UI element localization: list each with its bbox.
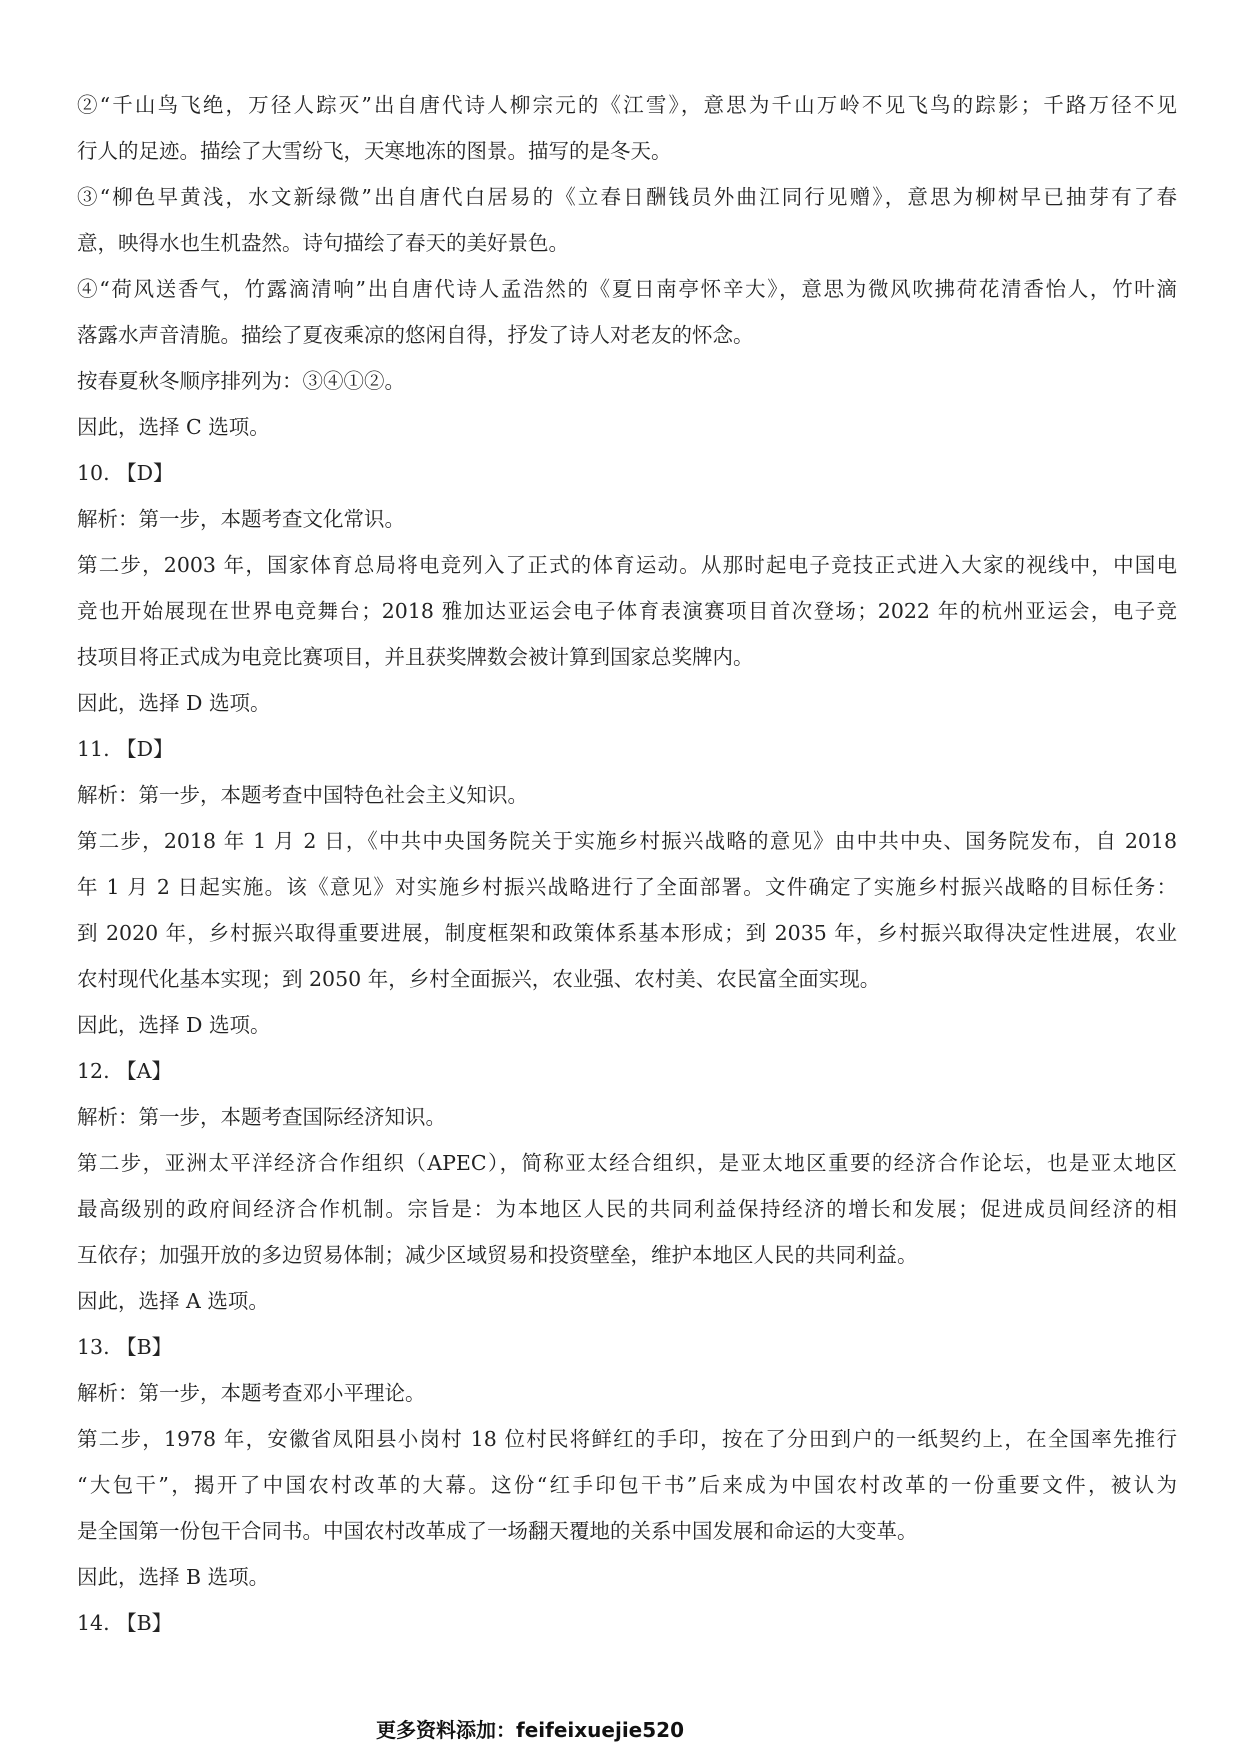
text-line: 解析：第一步，本题考查文化常识。 <box>77 507 405 531</box>
text-line: 因此，选择 D 选项。 <box>77 691 271 715</box>
text-line: ④“荷风送香气，竹露滴清响”出自唐代诗人孟浩然的《夏日南亭怀辛大》，意思为微风吹拂荷花清香怡人，竹叶滴 <box>77 277 1177 301</box>
text-line: 第二步，2003 年，国家体育总局将电竞列入了正式的体育运动。从那时起电子竞技正式进入大家的视线中，中国电 <box>77 553 1177 577</box>
text-line: 12. 【A】 <box>77 1059 172 1083</box>
text-line: 落露水声音清脆。描绘了夏夜乘凉的悠闲自得，抒发了诗人对老友的怀念。 <box>77 323 754 347</box>
text-line: 解析：第一步，本题考查中国特色社会主义知识。 <box>77 783 528 807</box>
text-line: 因此，选择 D 选项。 <box>77 1013 271 1037</box>
text-line: 年 1 月 2 日起实施。该《意见》对实施乡村振兴战略进行了全面部署。文件确定了实施乡村振兴战略的目标任务： <box>77 875 1177 899</box>
text-line: 13. 【B】 <box>77 1335 173 1359</box>
text-line: 竞也开始展现在世界电竞舞台；2018 雅加达亚运会电子体育表演赛项目首次登场；2022 年的杭州亚运会，电子竞 <box>77 599 1177 623</box>
text-line: 按春夏秋冬顺序排列为：③④①②。 <box>77 369 405 393</box>
text-line: 14. 【B】 <box>77 1611 173 1635</box>
text-line: 解析：第一步，本题考查邓小平理论。 <box>77 1381 426 1405</box>
text-line: 农村现代化基本实现；到 2050 年，乡村全面振兴，农业强、农村美、农民富全面实现。 <box>77 967 881 991</box>
document-body <box>77 82 1177 1646</box>
text-line: ②“千山鸟飞绝，万径人踪灭”出自唐代诗人柳宗元的《江雪》，意思为千山万岭不见飞鸟的踪影；千路万径不见 <box>77 93 1177 117</box>
text-line: 10. 【D】 <box>77 461 174 485</box>
footer-contact: 更多资料添加：feifeixuejie520 <box>376 1718 684 1742</box>
text-line: “大包干”，揭开了中国农村改革的大幕。这份“红手印包干书”后来成为中国农村改革的一份重要文件，被认为 <box>77 1473 1177 1497</box>
text-line: 行人的足迹。描绘了大雪纷飞，天寒地冻的图景。描写的是冬天。 <box>77 139 672 163</box>
text-line: 第二步，亚洲太平洋经济合作组织（APEC），简称亚太经合组织，是亚太地区重要的经济合作论坛，也是亚太地区 <box>77 1151 1177 1175</box>
text-line: 是全国第一份包干合同书。中国农村改革成了一场翻天覆地的关系中国发展和命运的大变革。 <box>77 1519 918 1543</box>
text-line: 解析：第一步，本题考查国际经济知识。 <box>77 1105 446 1129</box>
text-line: 意，映得水也生机盎然。诗句描绘了春天的美好景色。 <box>77 231 569 255</box>
text-line: 技项目将正式成为电竞比赛项目，并且获奖牌数会被计算到国家总奖牌内。 <box>77 645 754 669</box>
text-line: 第二步，2018 年 1 月 2 日，《中共中央国务院关于实施乡村振兴战略的意见》由中共中央、国务院发布，自 2018 <box>77 829 1177 853</box>
text-line: 互依存；加强开放的多边贸易体制；减少区域贸易和投资壁垒，维护本地区人民的共同利益。 <box>77 1243 918 1267</box>
text-line: 因此，选择 A 选项。 <box>77 1289 269 1313</box>
text-line: ③“柳色早黄浅，水文新绿微”出自唐代白居易的《立春日酬钱员外曲江同行见赠》，意思为柳树早已抽芽有了春 <box>77 185 1177 209</box>
text-line: 到 2020 年，乡村振兴取得重要进展，制度框架和政策体系基本形成；到 2035 年，乡村振兴取得决定性进展，农业 <box>77 921 1177 945</box>
text-line: 第二步，1978 年，安徽省凤阳县小岗村 18 位村民将鲜红的手印，按在了分田到户的一纸契约上，在全国率先推行 <box>77 1427 1177 1451</box>
text-line: 11. 【D】 <box>77 737 174 761</box>
text-line: 最高级别的政府间经济合作机制。宗旨是：为本地区人民的共同利益保持经济的增长和发展；促进成员间经济的相 <box>77 1197 1177 1221</box>
text-line: 因此，选择 B 选项。 <box>77 1565 270 1589</box>
text-line: 因此，选择 C 选项。 <box>77 415 270 439</box>
